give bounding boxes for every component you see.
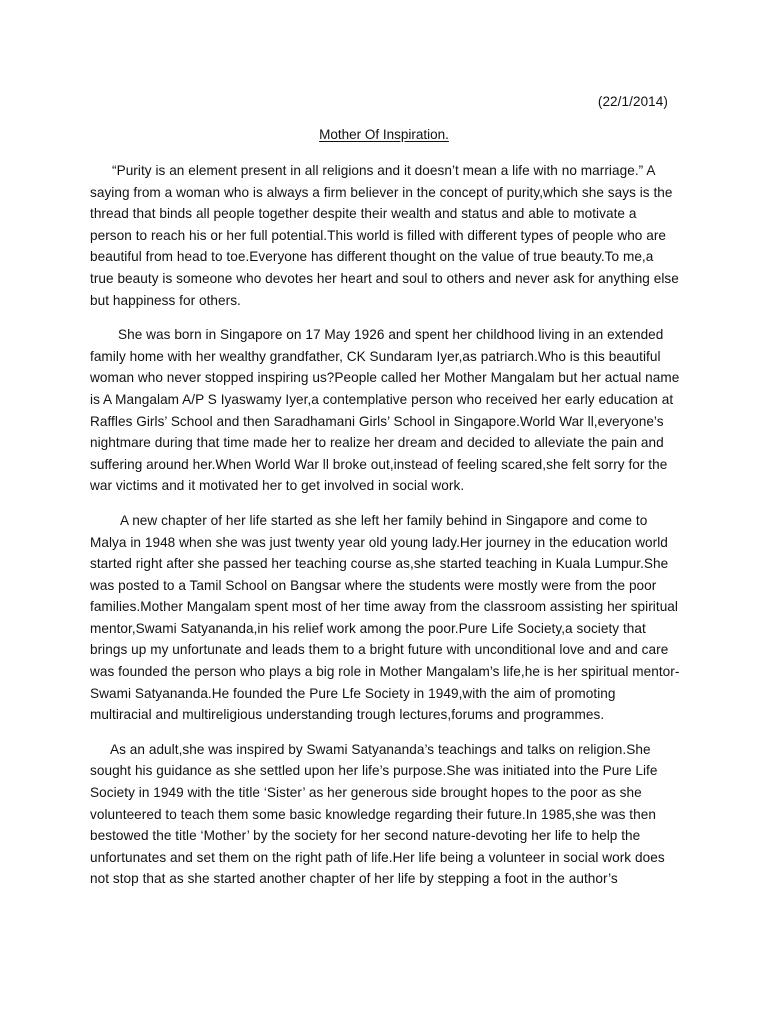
paragraph-1: “Purity is an element present in all religions and it doesn’t mean a life with no marriage.” A saying from a woman who is always a firm believer in the concept of purity,which she says is the thread that binds all people together despite their wealth and status and able to motivate a person to reach his or her full potential.This world is filled with different types of people who are beautiful from head to toe.Everyone has different thought on the value of true beauty.To me,a true beauty is someone who devotes her heart and soul to others and never ask for anything else but happiness for others. xyxy=(90,163,679,308)
paragraph-2: She was born in Singapore on 17 May 1926 and spent her childhood living in an extended family home with her wealthy grandfather, CK Sundaram Iyer,as patriarch.Who is this beautiful woman who never stopped inspiring us?People called her Mother Mangalam but her actual name is A Mangalam A/P S Iyaswamy Iyer,a contemplative person who received her early education at Raffles Girls’ School and then Saradhamani Girls’ School in Singapore.World War ll,everyone’s nightmare during that time made her to realize her dream and decided to alleviate the pain and suffering around her.When World War ll broke out,instead of feeling scared,she felt sorry for the war victims and it motivated her to get involved in social work. xyxy=(90,327,680,494)
document-title: Mother Of Inspiration. xyxy=(319,127,449,142)
document-date: (22/1/2014) xyxy=(597,94,668,109)
paragraph-4: As an adult,she was inspired by Swami Satyananda’s teachings and talks on religion.She sought his guidance as she settled upon her life’s purpose.She was initiated into the Pure Life Society in 1949 with the title ‘Sister’ as her generous side brought hopes to the poor as she volunteered to teach them some basic knowledge regarding their future.In 1985,she was then bestowed the title ‘Mother’ by the society for her second nature-devoting her life to help the unfortunates and set them on the right path of life.Her life being a volunteer in social work does not stop that as she started another chapter of her life by stepping a foot in the author’s xyxy=(90,741,665,887)
paragraph-3: A new chapter of her life started as she left her family behind in Singapore and come to Malya in 1948 when she was just twenty year old young lady.Her journey in the education world started right after she passed her teaching course as,she started teaching in Kuala Lumpur.She was posted to a Tamil School on Bangsar where the students were mostly were from the poor families.Mother Mangalam spent most of her time away from the classroom assisting her spiritual mentor,Swami Satyananda,in his relief work among the poor.Pure Life Society,a society that brings up my unfortunate and leads them to a bright future with unconditional love and and care was founded the person who plays a big role in Mother Mangalam’s life,he is her spiritual mentor-Swami Satyananda.He founded the Pure Lfe Society in 1949,with the aim of promoting multiracial and multireligious understanding trough lectures,forums and programmes. xyxy=(90,512,680,723)
document-body xyxy=(90,160,680,903)
